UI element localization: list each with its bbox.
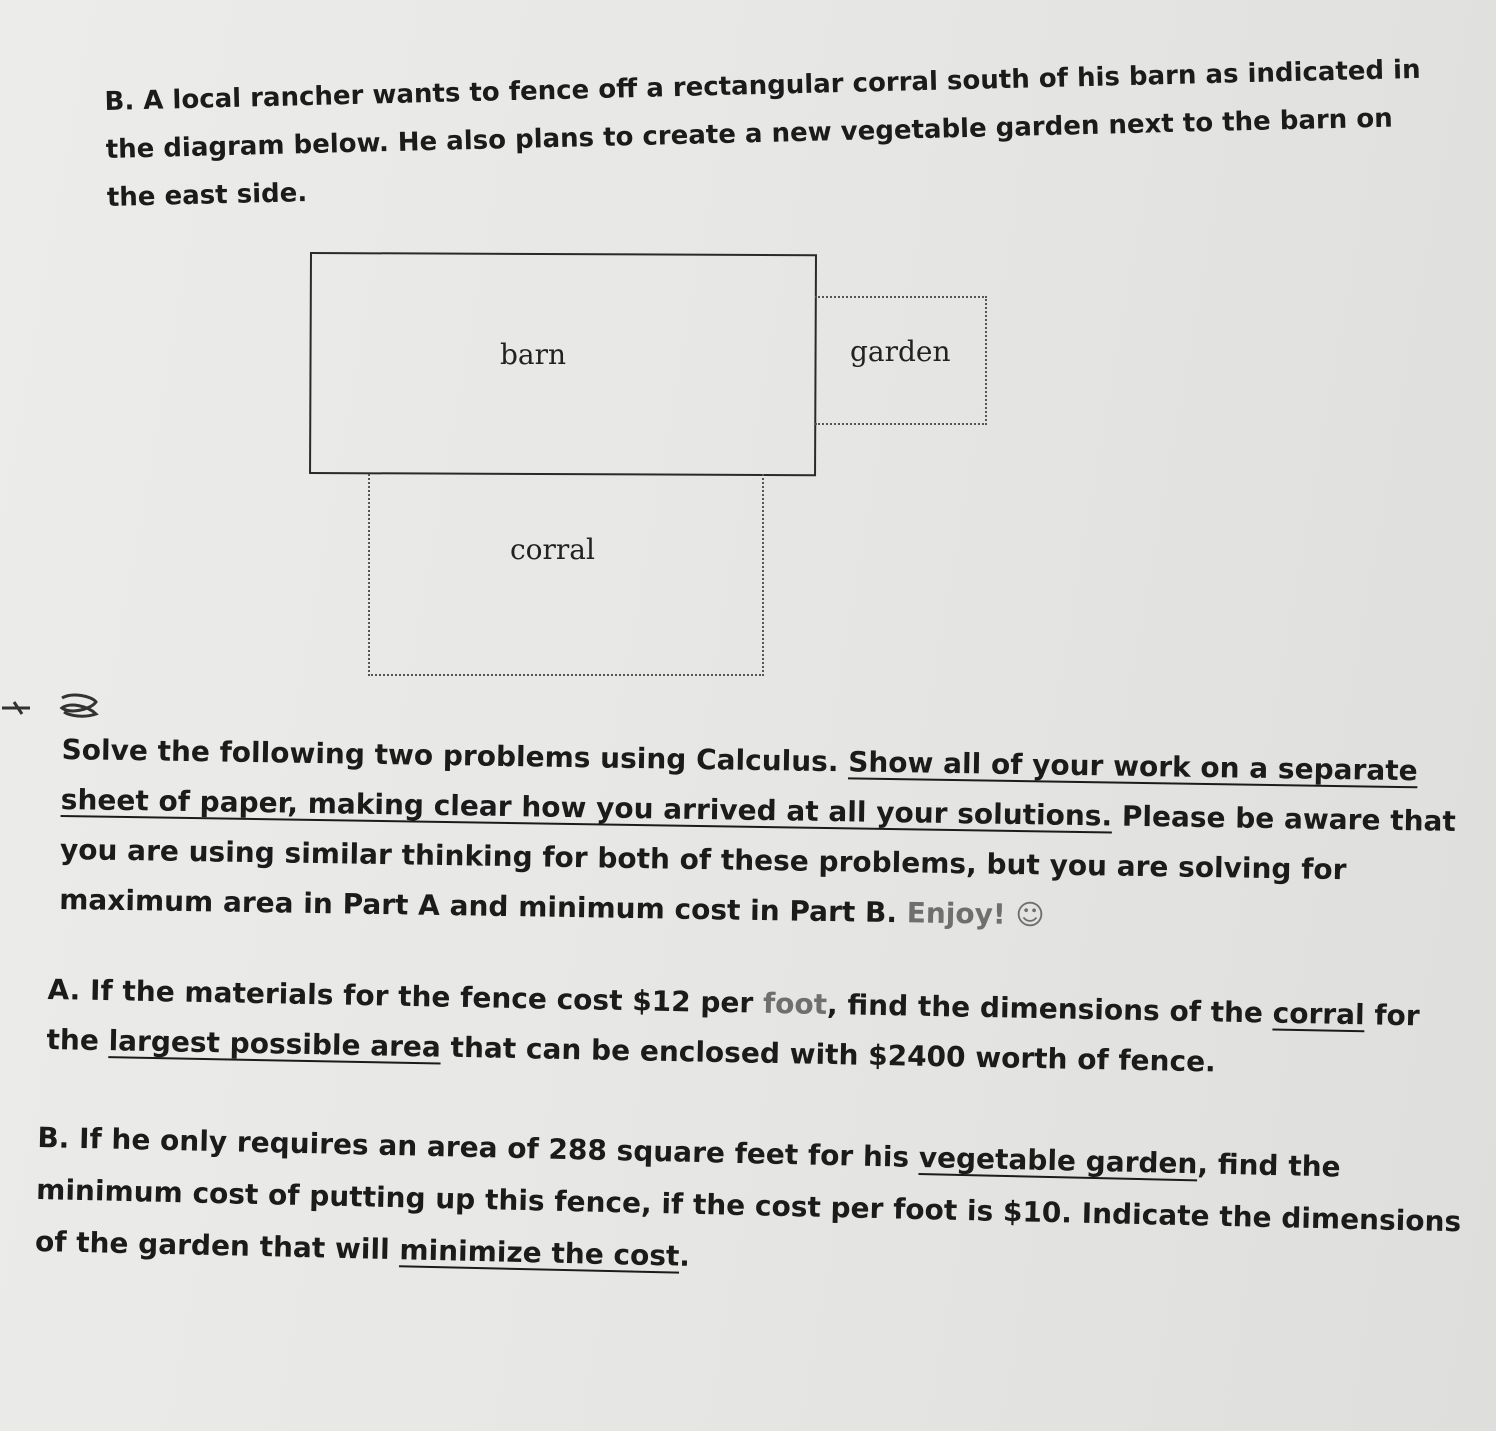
part-b-underlined-cost: minimize the cost <box>399 1233 680 1273</box>
pen-scribble-mark <box>0 688 110 724</box>
part-b-text-1: B. If he only requires an area of 288 square feet for his <box>37 1120 920 1174</box>
part-a-faint-word: foot <box>762 986 828 1021</box>
part-b-underlined-garden: vegetable garden <box>918 1141 1198 1181</box>
part-a-text-2: , find the dimensions of the <box>826 987 1274 1030</box>
instructions-body: Please be aware that you are using similar thinking for both of these problems, but you are solving for maximum area in Part A and minimum cost in Part B. <box>58 799 1457 930</box>
enjoy-text: Enjoy! ☺ <box>906 896 1045 932</box>
intro-text: B. A local rancher wants to fence off a rectangular corral south of his barn as indicated in the diagram below. He also plans to create a new vegetable garden next to the barn on the east side. <box>104 54 1421 213</box>
part-a-text-3: for the <box>46 998 1420 1058</box>
part-b-text-3: . <box>679 1239 691 1273</box>
part-a-text-4: that can be enclosed with $2400 worth of fence. <box>440 1030 1217 1079</box>
instructions-underlined: Show all of your work on a separate sheet of paper, making clear how you arrived at all your solutions. <box>60 745 1418 833</box>
part-b-text-2: , find the minimum cost of putting up this fence, if the cost per foot is $10. Indicate the dimensions of the garden that will <box>34 1147 1462 1267</box>
instructions-lead: Solve the following two problems using Calculus. <box>61 732 849 779</box>
garden-label: garden <box>850 335 951 368</box>
part-a-underlined-corral: corral <box>1272 996 1365 1032</box>
part-a-paragraph <box>46 965 1468 1092</box>
corral-dotted-rectangle <box>368 474 764 676</box>
instructions-paragraph <box>59 725 1472 947</box>
part-a-text-1: A. If the materials for the fence cost $12 per <box>47 972 764 1020</box>
part-a-underlined-area: largest possible area <box>108 1024 442 1064</box>
corral-label: corral <box>510 533 595 566</box>
part-b-paragraph <box>34 1112 1467 1300</box>
intro-paragraph <box>104 46 1427 222</box>
barn-label: barn <box>500 338 567 371</box>
